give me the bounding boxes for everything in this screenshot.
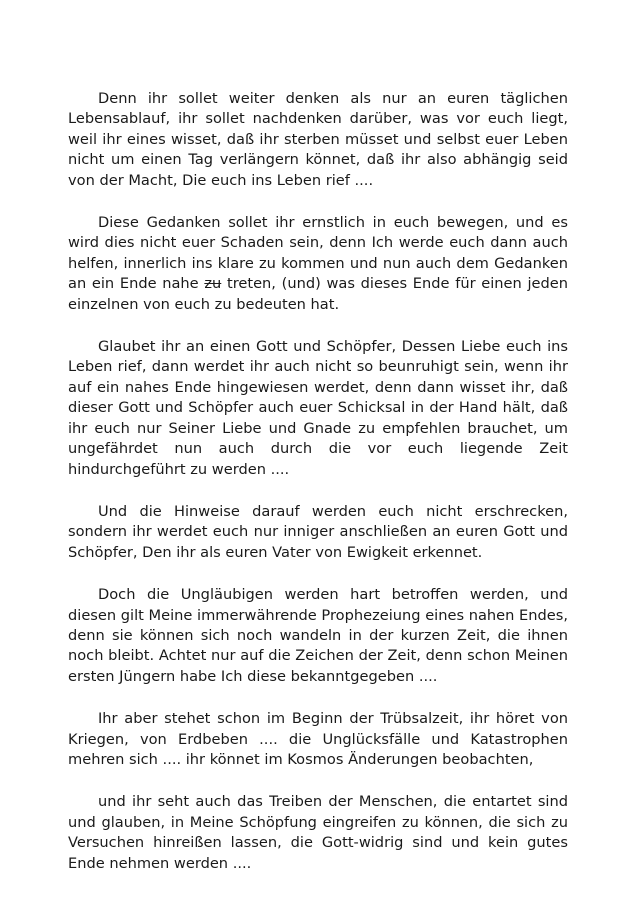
- paragraph-4: Und die Hinweise darauf werden euch nicht erschrecken, sondern ihr werdet euch nur inniger anschließen an euren Gott und Schöpfer, Den ihr als euren Vater von Ewigkeit erkennet.: [68, 502, 568, 561]
- paragraph-6: Ihr aber stehet schon im Beginn der Trübsalzeit, ihr höret von Kriegen, von Erdbeben .... die Unglücksfälle und Katastrophen mehren sich .... ihr könnet im Kosmos Änderungen beobachten,: [68, 710, 568, 768]
- paragraph-2-text-before: Diese Gedanken sollet ihr ernstlich in euch bewegen, und es wird dies nicht euer Schaden sein, denn Ich werde euch dann auch helfen, innerlich ins klare zu kommen und nun auch dem Gedanken an ein Ende nahe: [68, 214, 568, 293]
- document-body: [68, 89, 568, 874]
- paragraph-5: Doch die Ungläubigen werden hart betroffen werden, und diesen gilt Meine immerwährende Prophezeiung eines nahen Endes, denn sie können sich noch wandeln in der kurzen Zeit, die ihnen noch bleibt. Achtet nur auf die Zeichen der Zeit, denn schon Meinen ersten Jüngern habe Ich diese bekanntgegeben ....: [68, 586, 568, 685]
- paragraph-1: Denn ihr sollet weiter denken als nur an euren täglichen Lebensablauf, ihr sollet nachdenken darüber, was vor euch liegt, weil ihr eines wisset, daß ihr sterben müsset und selbst euer Leben nicht um einen Tag verlängern könnet, daß ihr also abhängig seid von der Macht, Die euch ins Leben rief ....: [68, 90, 568, 189]
- struck-word: zu: [204, 275, 222, 293]
- paragraph-3: Glaubet ihr an einen Gott und Schöpfer, Dessen Liebe euch ins Leben rief, dann werdet ihr auch nicht so beunruhigt sein, wenn ihr auf ein nahes Ende hingewiesen werdet, denn dann wisset ihr, daß dieser Gott und Schöpfer auch euer Schicksal in der Hand hält, daß ihr euch nur Seiner Liebe und Gnade zu empfehlen brauchet, um ungefährdet nun auch durch die vor euch liegende Zeit hindurchgeführt zu werden ....: [68, 338, 568, 478]
- paragraph-2-text-after: treten, (und) was dieses Ende für einen jeden einzelnen von euch zu bedeuten hat.: [68, 275, 568, 313]
- paragraph-2: [68, 213, 568, 315]
- paragraph-7: und ihr seht auch das Treiben der Menschen, die entartet sind und glauben, in Meine Schöpfung eingreifen zu können, die sich zu Versuchen hinreißen lassen, die Gott-widrig sind und kein gutes Ende nehmen werden ....: [68, 793, 568, 872]
